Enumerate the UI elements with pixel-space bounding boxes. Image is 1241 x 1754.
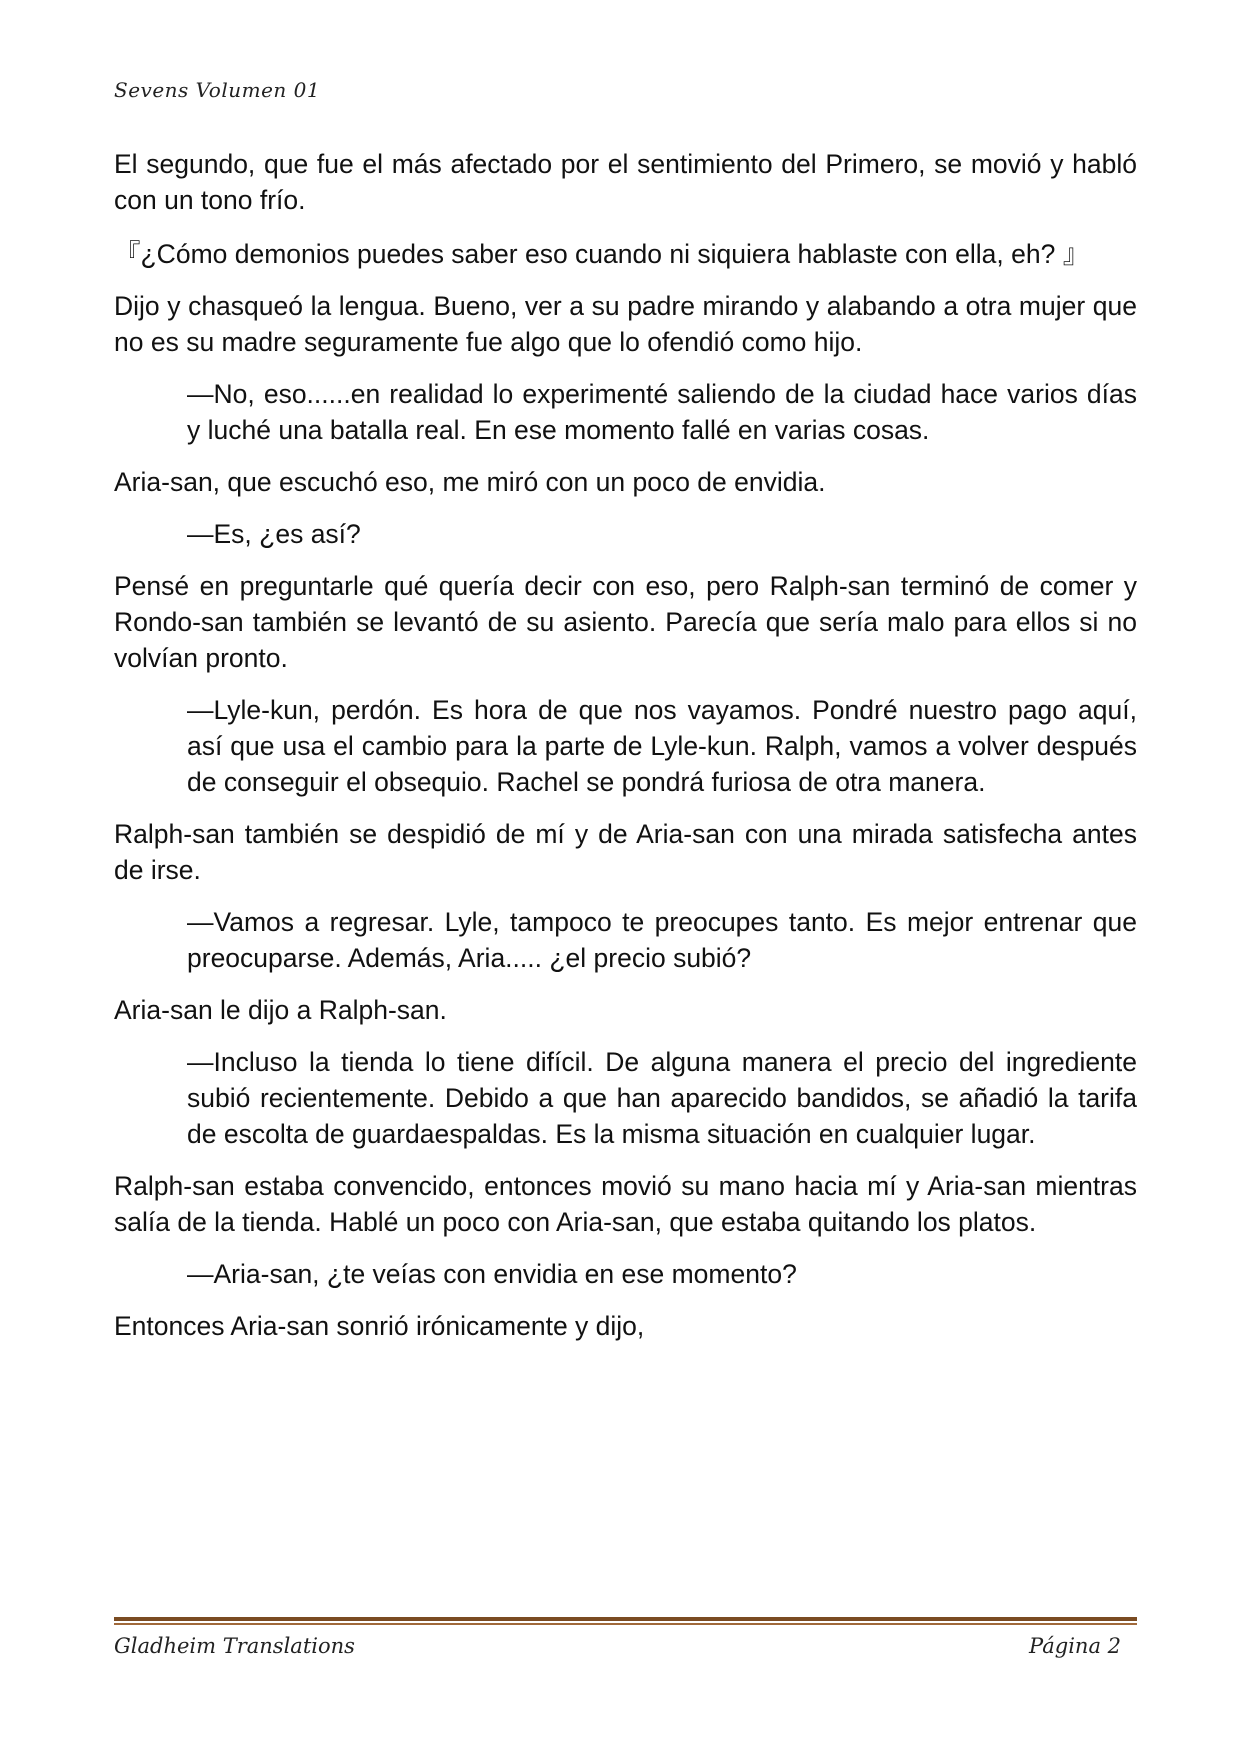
narration-paragraph: Entonces Aria-san sonrió irónicamente y dijo, [114,1311,645,1341]
narration-paragraph: Ralph-san también se despidió de mí y de Aria-san con una mirada satisfecha antes de irse. [114,819,1137,885]
dialog-paragraph: —Aria-san, ¿te veías con envidia en ese momento? [187,1259,797,1289]
narration-paragraph: Aria-san, que escuchó eso, me miró con un poco de envidia. [114,467,826,497]
narration-paragraph: El segundo, que fue el más afectado por el sentimiento del Primero, se movió y habló con un tono frío. [114,149,1137,215]
narration-paragraph: Pensé en preguntarle qué quería decir con eso, pero Ralph-san terminó de comer y Rondo-san también se levantó de su asiento. Parecía que sería malo para ellos si no volvían pronto. [114,571,1137,673]
narration-paragraph: Aria-san le dijo a Ralph-san. [114,995,447,1025]
footer-divider-thin-line [114,1623,1137,1625]
footer-divider [114,1617,1137,1626]
dialog-paragraph: —No, eso......en realidad lo experimenté saliendo de la ciudad hace varios días y luché una batalla real. En ese momento fallé en varias cosas. [187,379,1137,445]
dialog-paragraph: —Vamos a regresar. Lyle, tampoco te preocupes tanto. Es mejor entrenar que preocuparse. Además, Aria..... ¿el precio subió? [187,907,1137,973]
footer-translator-credit: Gladheim Translations [114,1634,355,1658]
quote-paragraph: 『¿Cómo demonios puedes saber eso cuando ni siquiera hablaste con ella, eh? 』 [114,239,1090,269]
page-body [114,146,1137,1360]
running-header: Sevens Volumen 01 [114,78,321,102]
narration-paragraph: Dijo y chasqueó la lengua. Bueno, ver a su padre mirando y alabando a otra mujer que no es su madre seguramente fue algo que lo ofendió como hijo. [114,291,1137,357]
footer-divider-thick-line [114,1617,1137,1621]
dialog-paragraph: —Lyle-kun, perdón. Es hora de que nos vayamos. Pondré nuestro pago aquí, así que usa el cambio para la parte de Lyle-kun. Ralph, vamos a volver después de conseguir el obsequio. Rachel se pondrá furiosa de otra manera. [187,695,1137,797]
dialog-paragraph: —Es, ¿es así? [187,519,361,549]
narration-paragraph: Ralph-san estaba convencido, entonces movió su mano hacia mí y Aria-san mientras salía de la tienda. Hablé un poco con Aria-san, que estaba quitando los platos. [114,1171,1137,1237]
footer-page-number: Página 2 [1029,1634,1121,1658]
dialog-paragraph: —Incluso la tienda lo tiene difícil. De alguna manera el precio del ingrediente subió recientemente. Debido a que han aparecido bandidos, se añadió la tarifa de escolta de guardaespaldas. Es la misma situación en cualquier lugar. [187,1047,1137,1149]
